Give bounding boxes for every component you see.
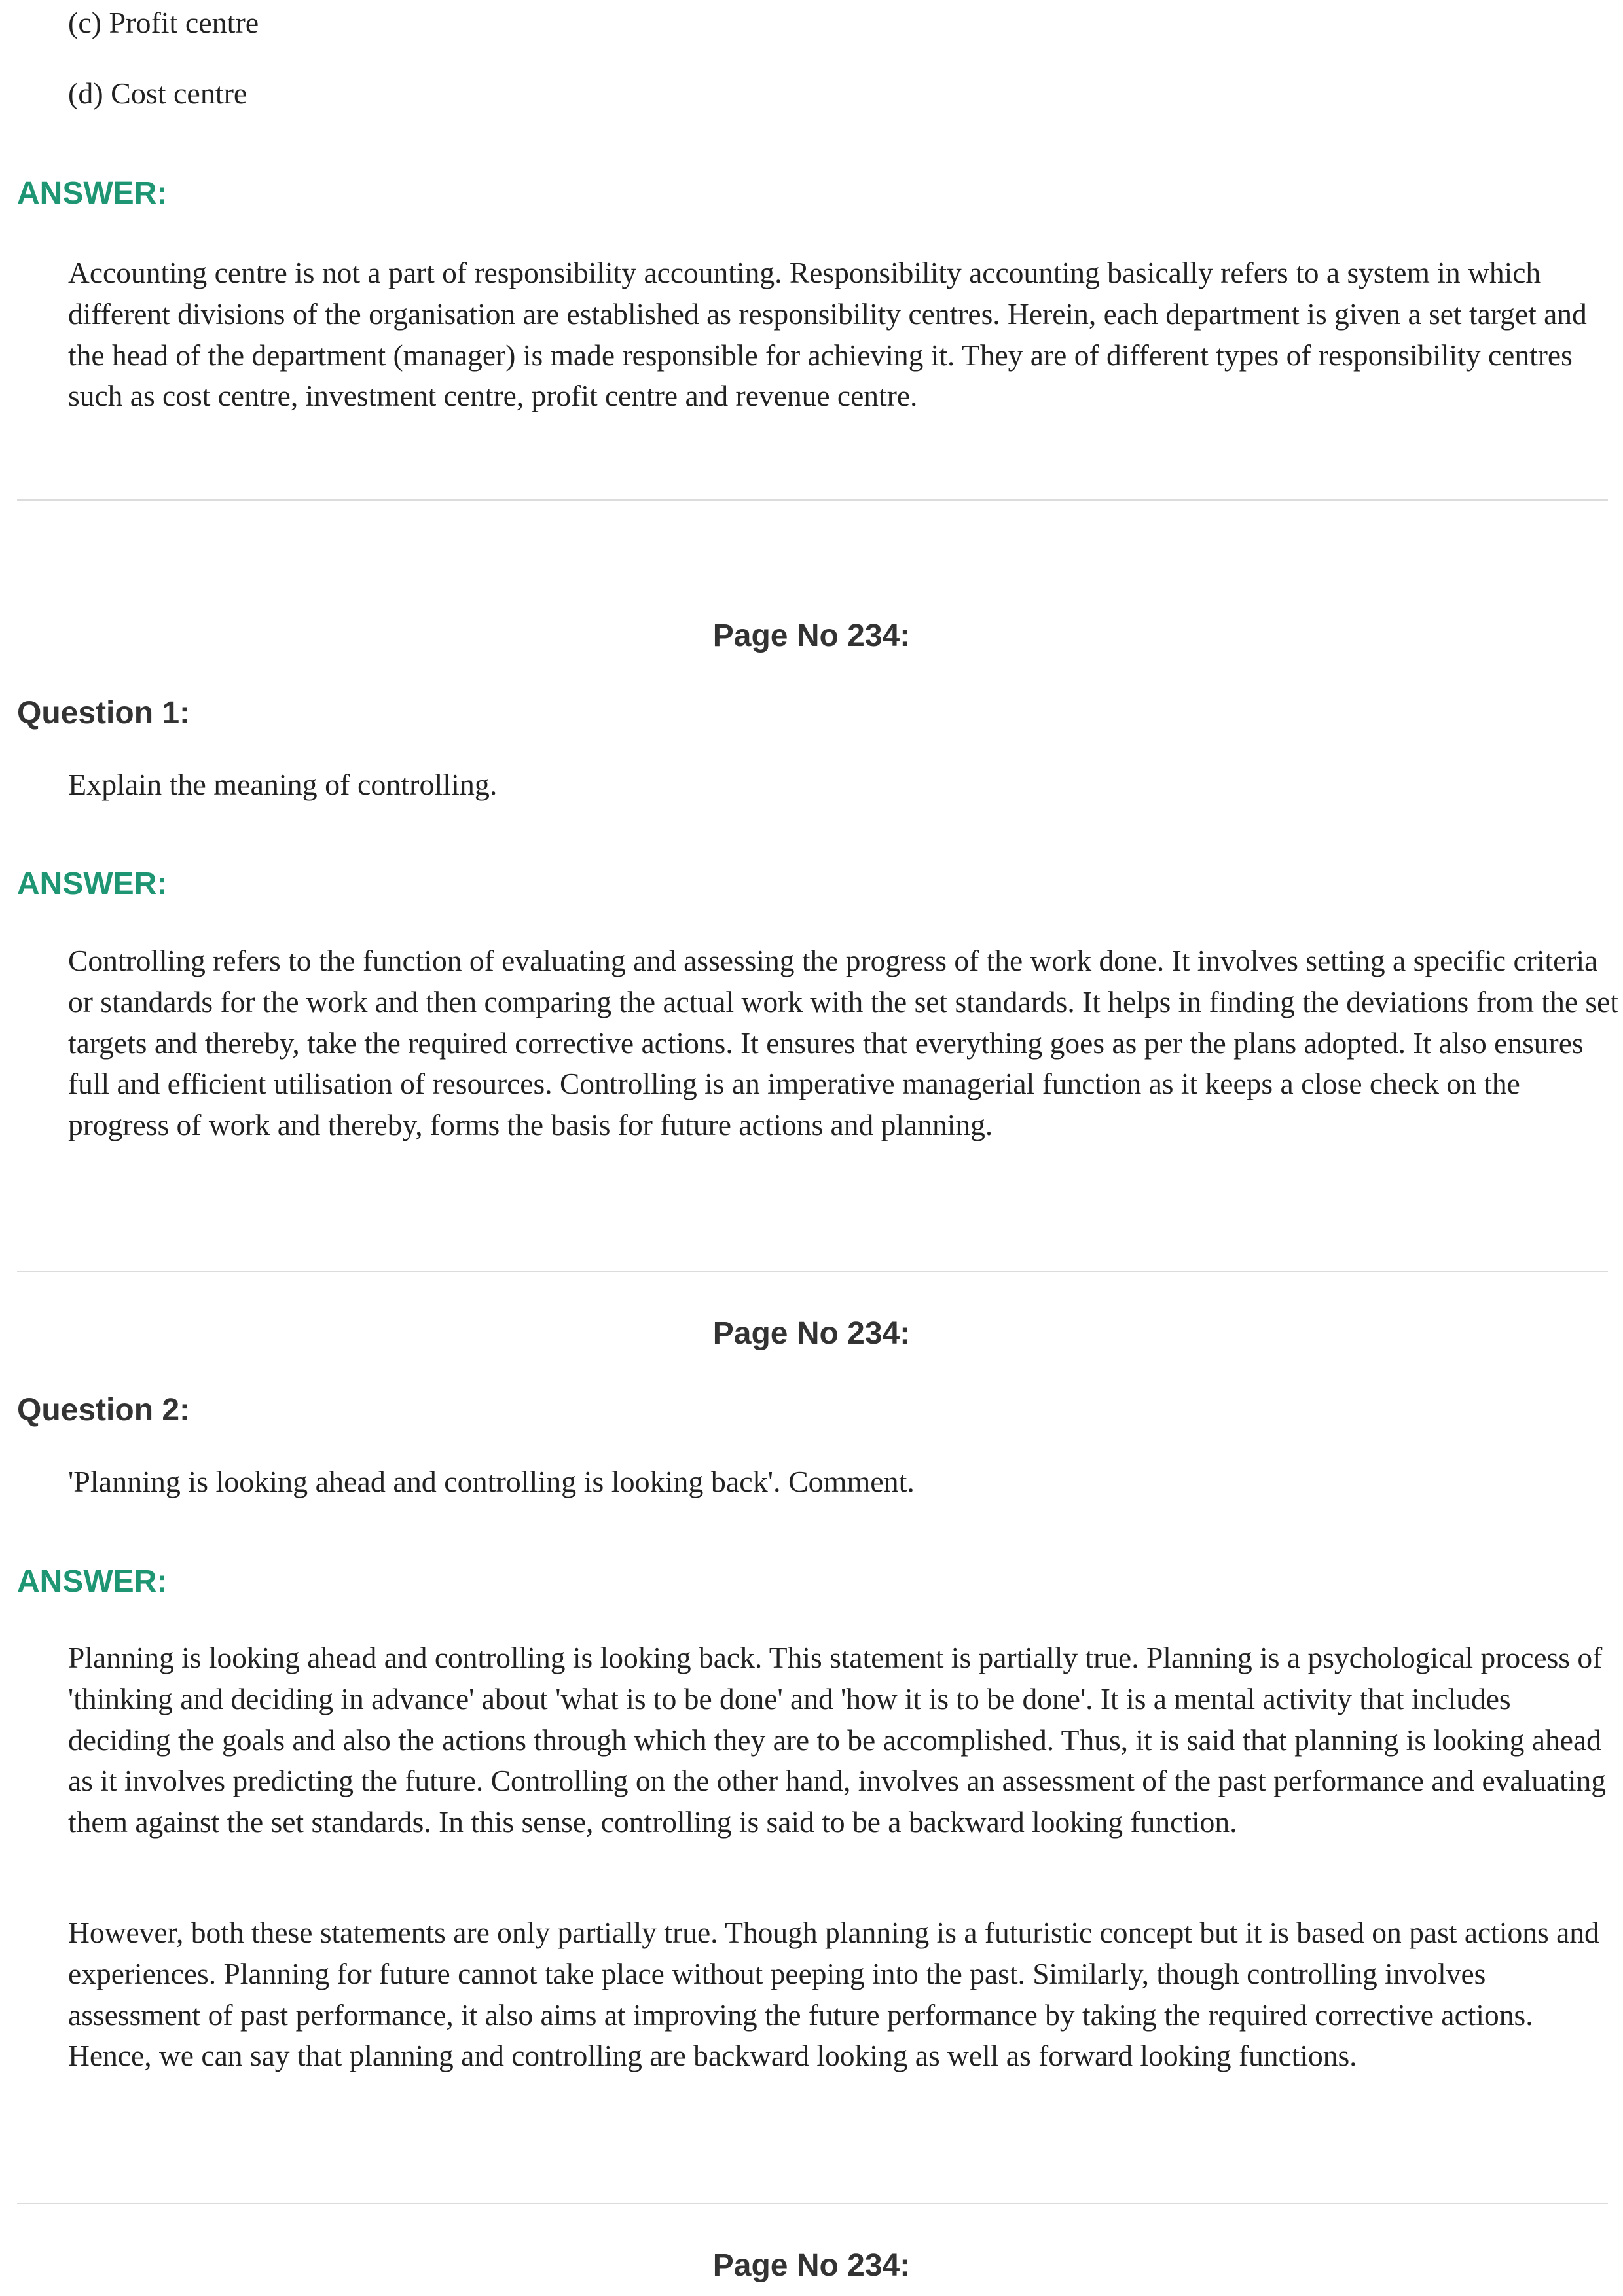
page-number-heading: Page No 234:: [712, 619, 911, 653]
answer-label: ANSWER:: [17, 176, 168, 211]
question-label: Question 1:: [17, 696, 191, 730]
answer-paragraph: Planning is looking ahead and controlling is looking back. This statement is partially true. Planning is a psychological process of 'thinking and deciding in advance' about 'what is to be done' and 'how it is to be done'. It is a mental activity that includes deciding the goals and also the actions through which they are to be accomplished. Thus, it is said that planning is looking ahead as it involves predicting the future. Controlling on the other hand, involves an assessment of the past performance and evaluating them against the set standards. In this sense, controlling is said to be a backward looking function.: [68, 1641, 1606, 1839]
page-number-heading: Page No 234:: [712, 2248, 911, 2283]
question-label: Question 2:: [17, 1393, 191, 1427]
answer-paragraph: Controlling refers to the function of evaluating and assessing the progress of the work done. It involves setting a specific criteria or standards for the work and then comparing the actual work with the set standards. It helps in finding the deviations from the set targets and thereby, take the required corrective actions. It ensures that everything goes as per the plans adopted. It also ensures full and efficient utilisation of resources. Controlling is an imperative managerial function as it keeps a close check on the progress of work and thereby, forms the basis for future actions and planning.: [68, 944, 1618, 1142]
section-divider: [17, 2203, 1608, 2204]
question-text: 'Planning is looking ahead and controlling is looking back'. Comment.: [68, 1465, 915, 1498]
option-c: (c) Profit centre: [68, 6, 259, 39]
page-number-heading: Page No 234:: [712, 1316, 911, 1351]
answer-paragraph: Accounting centre is not a part of responsibility accounting. Responsibility accounting basically refers to a system in which different divisions of the organisation are established as responsibility centres. Herein, each department is given a set target and the head of the department (manager) is made responsible for achieving it. They are of different types of responsibility centres such as cost centre, investment centre, profit centre and revenue centre.: [68, 256, 1587, 413]
section-divider: [17, 1271, 1608, 1272]
section-divider: [17, 499, 1608, 501]
answer-label: ANSWER:: [17, 1564, 168, 1599]
option-d: (d) Cost centre: [68, 77, 247, 110]
question-text: Explain the meaning of controlling.: [68, 768, 498, 801]
answer-paragraph: However, both these statements are only partially true. Though planning is a futuristic concept but it is based on past actions and experiences. Planning for future cannot take place without peeping into the past. Similarly, though controlling involves assessment of past performance, it also aims at improving the future performance by taking the required corrective actions. Hence, we can say that planning and controlling are backward looking as well as forward looking functions.: [68, 1916, 1599, 2073]
answer-label: ANSWER:: [17, 867, 168, 901]
